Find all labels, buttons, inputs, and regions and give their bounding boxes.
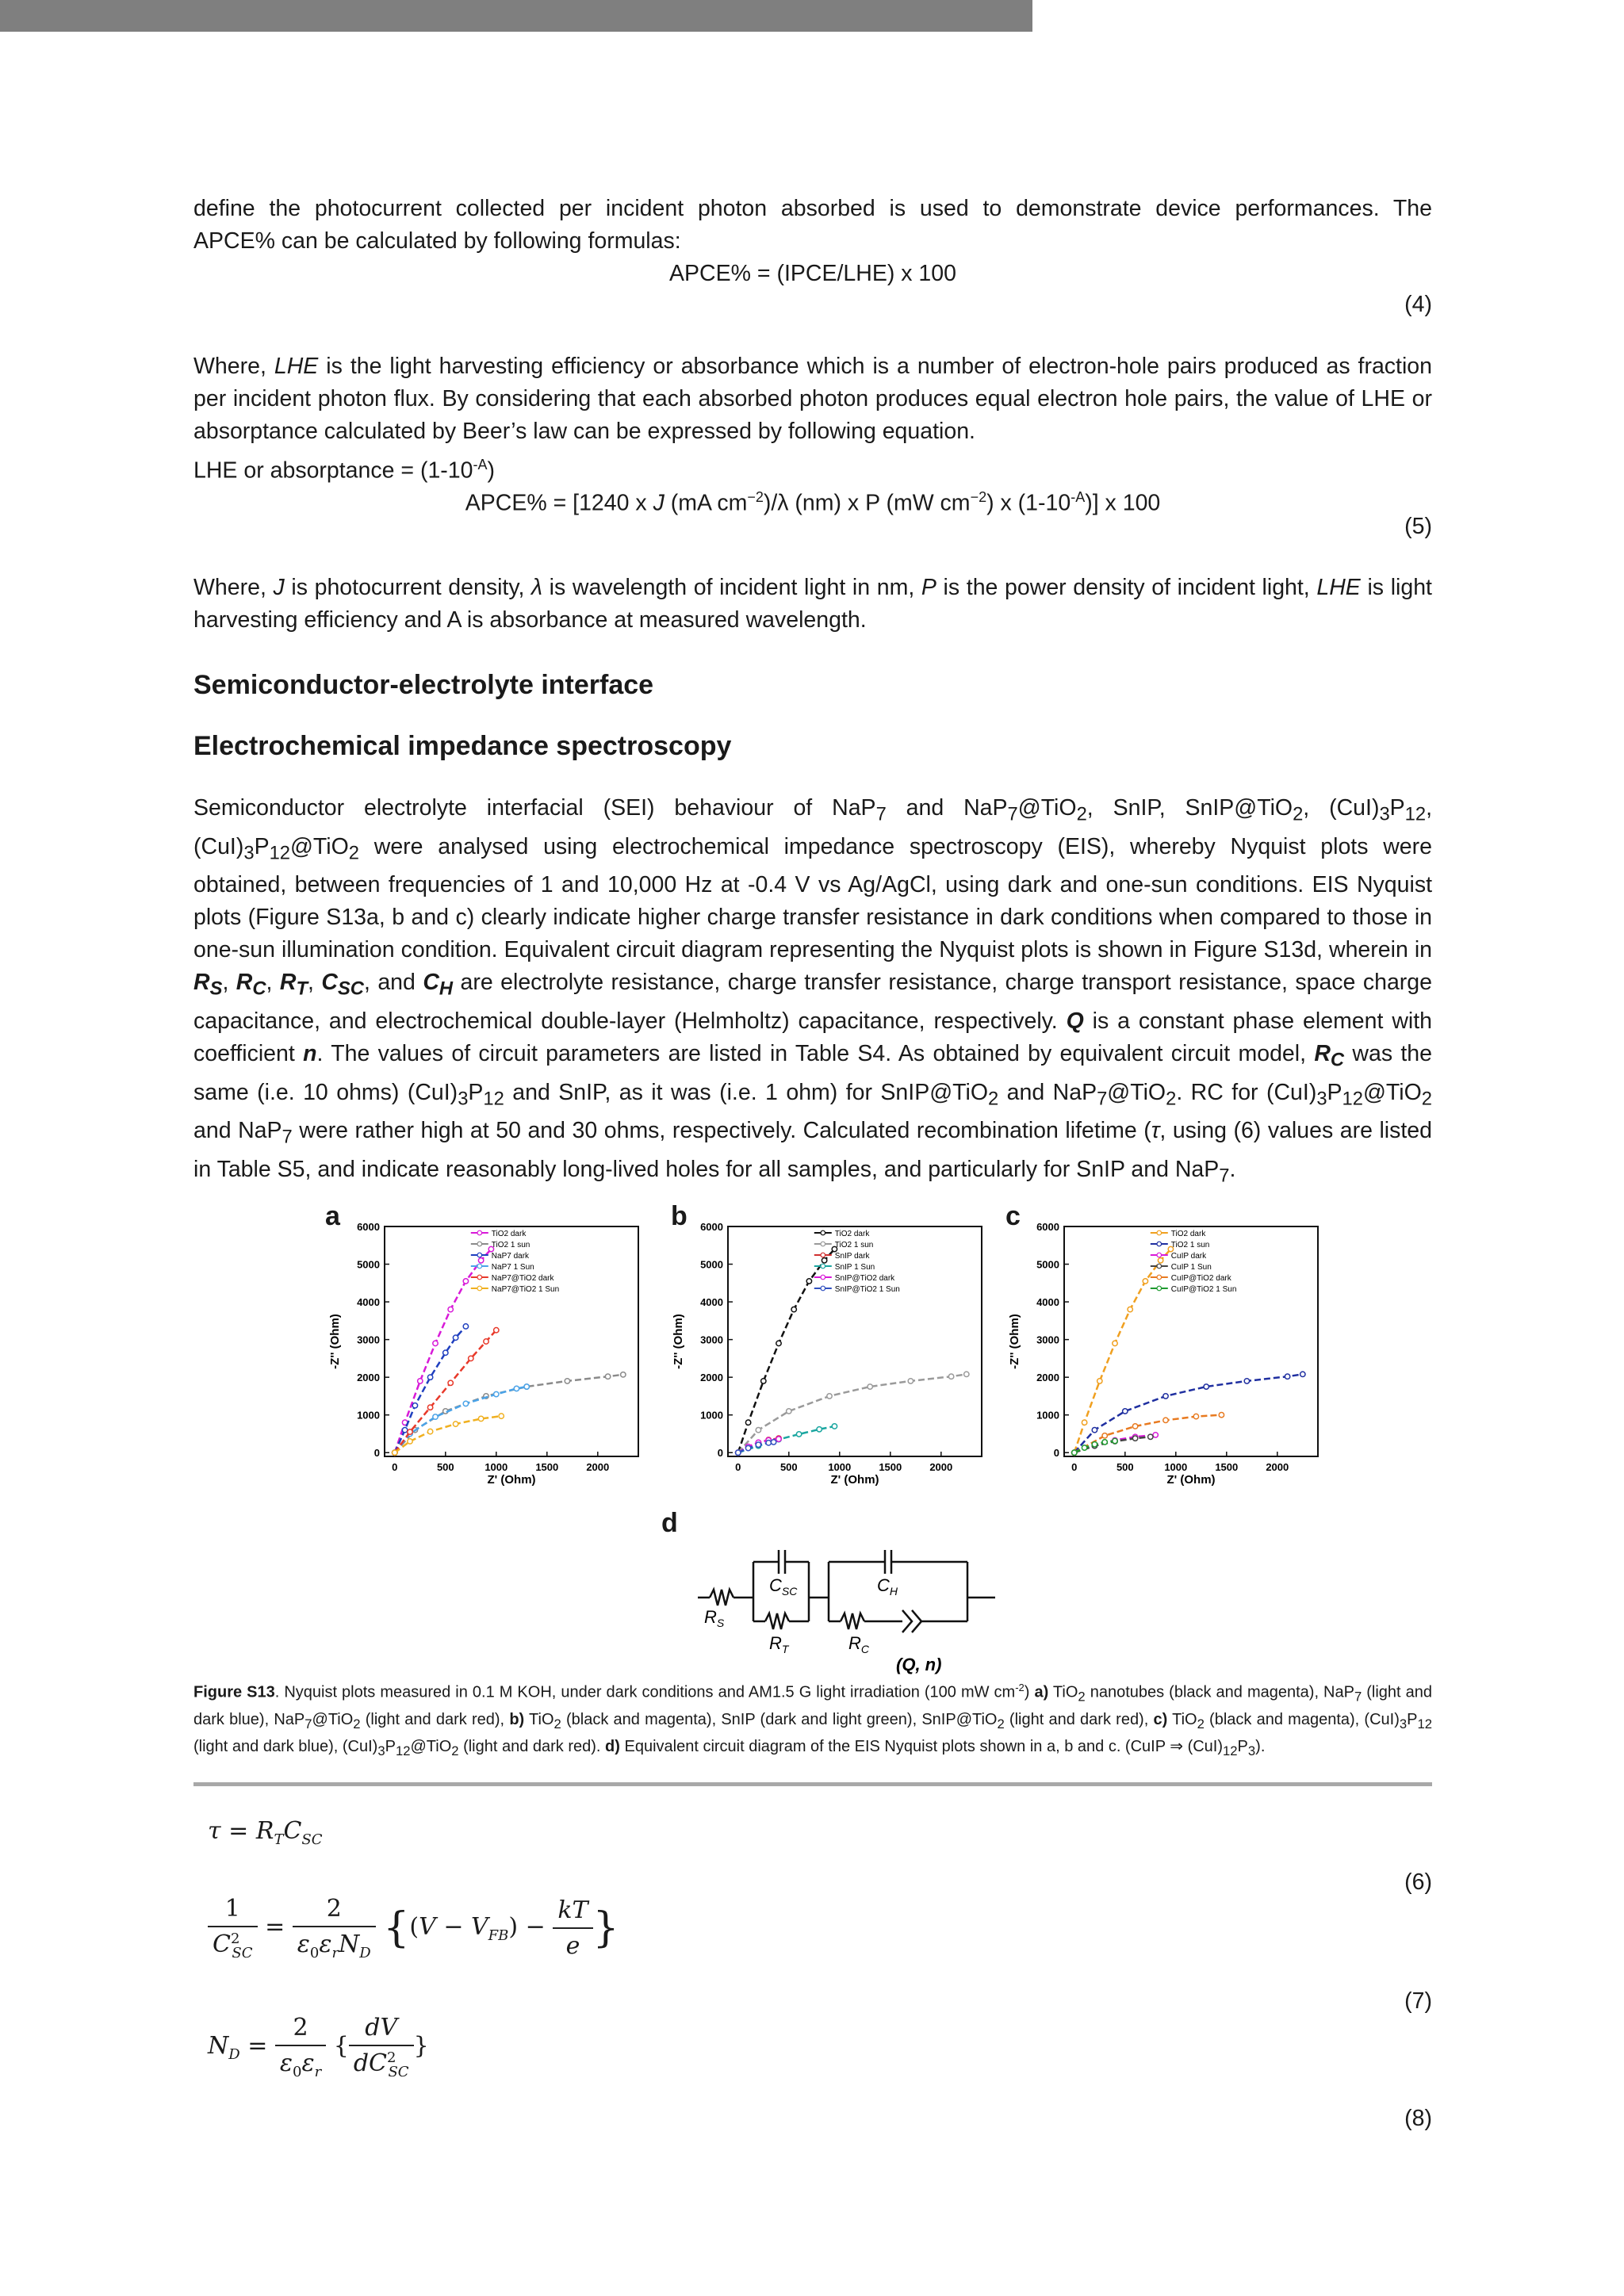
data-point [1193,1414,1198,1418]
legend-marker [1157,1230,1162,1235]
equation-6-number: (6) [1404,1869,1432,1895]
equivalent-circuit-diagram [690,1534,999,1677]
series-line [1074,1374,1303,1452]
data-point [1072,1450,1077,1455]
data-point [621,1372,626,1377]
legend-marker [821,1230,825,1235]
data-point [443,1350,448,1355]
legend-entry: TiO2 dark [491,1230,527,1238]
x-tick-label: 1000 [1164,1461,1188,1473]
data-point [1102,1433,1107,1438]
legend-entry: CuIP@TiO2 dark [1170,1274,1231,1283]
y-tick-label: 1000 [1036,1409,1059,1422]
data-point [469,1356,473,1360]
x-axis-label: Z' (Ohm) [1166,1473,1216,1487]
y-tick-label: 0 [373,1447,380,1460]
legend-entry: NaP7@TiO2 1 Sun [491,1285,560,1294]
equation-5: APCE% = [1240 x J (mA $cm^{-2})/\lambda$ (nm) x P (mW $cm^{-2}$) x $(1-10^{-A})$] x 100 [465,489,1161,516]
data-point [817,1427,822,1432]
y-tick-label: 6000 [700,1221,723,1233]
data-point [761,1379,766,1383]
data-point [393,1450,397,1455]
data-point [1113,1438,1117,1443]
paragraph-variables: Where, J is photocurrent density, λ is wavelength of incident light in nm, P is the power density of incident light, LHE is light harvesting efficiency and A is absorbance at measured wavelength. [193,575,1432,633]
legend-entry: CuIP 1 Sun [1170,1263,1212,1272]
y-tick-label: 4000 [1036,1296,1059,1309]
data-point [1143,1279,1147,1284]
legend-entry: TiO2 1 sun [491,1241,530,1249]
data-point [427,1405,432,1410]
data-point [484,1339,488,1344]
data-point [787,1409,791,1414]
data-point [1113,1341,1117,1345]
equation-7-number: (7) [1404,1988,1432,2014]
label-rt: $R_T$ [769,1633,789,1655]
legend-entry: TiO2 dark [1170,1230,1206,1238]
data-point [408,1429,412,1434]
x-tick-label: 500 [779,1461,798,1473]
legend-marker [821,1275,825,1280]
data-point [463,1401,468,1406]
label-qn: (Q, n) [896,1655,942,1674]
label-ch: $C_H$ [877,1575,898,1598]
legend-entry: SnIP@TiO2 dark [834,1274,895,1283]
data-point [827,1394,832,1399]
equation-8: $N_D$ = $\frac{2}{\varepsilon_0\varepsilon_r}$ { $\frac{dV}{dC^2_{SC}}$ } [208,2014,429,2080]
x-tick-label: 500 [436,1461,454,1473]
legend-marker [821,1242,825,1246]
caption-rule [193,1782,1432,1786]
data-point [463,1324,468,1329]
label-rc: $R_C$ [848,1633,870,1655]
data-point [412,1403,417,1408]
paragraph-lhe: Where, LHE is the light harvesting efficiency or absorbance which is a number of electron-hole pairs produced as fraction per incident photon flux. By considering that each absorbed photon produces equal electron hole pairs, the value of LHE or absorptance calculated by Beer’s law can be expressed by following equation. [193,354,1433,444]
data-point [1153,1433,1158,1437]
legend-marker [821,1264,825,1269]
data-point [868,1384,872,1389]
legend-entry: CuIP dark [1170,1252,1207,1261]
data-point [408,1439,412,1444]
data-point [499,1414,504,1418]
data-point [736,1450,741,1455]
data-point [453,1335,458,1340]
x-tick-label: 500 [1116,1461,1134,1473]
legend-marker [477,1275,482,1280]
y-tick-label: 6000 [1036,1221,1059,1233]
data-point [565,1379,569,1383]
data-point [1128,1307,1132,1311]
data-point [745,1445,750,1450]
x-tick-label: 2000 [586,1461,610,1473]
data-point [1082,1445,1086,1450]
nyquist-chart-c [1001,1217,1334,1502]
equation-4: APCE% = (IPCE/LHE) x 100 [669,261,956,286]
data-point [822,1258,826,1263]
data-point [427,1429,432,1433]
data-point [427,1375,432,1380]
data-point [433,1414,438,1419]
equation-5-number: (5) [1404,514,1432,539]
data-point [478,1258,483,1263]
legend-entry: SnIP 1 Sun [834,1263,875,1272]
data-point [948,1374,953,1379]
x-tick-label: 1500 [1215,1461,1239,1473]
panel-label-d: d [661,1508,678,1538]
panel-label-b: b [671,1201,688,1231]
data-point [1097,1379,1102,1383]
nyquist-chart-a [321,1217,654,1502]
legend-marker [1157,1264,1162,1269]
lhe-definition: LHE or absorptance = $(1-10^{-A})$ [193,457,495,484]
data-point [433,1341,438,1345]
x-tick-label: 1000 [485,1461,508,1473]
legend-marker [477,1242,482,1246]
series-line [738,1249,835,1453]
y-axis-label: -Z'' (Ohm) [672,1314,685,1369]
panel-label-a: a [325,1201,340,1231]
y-tick-label: 5000 [357,1258,380,1271]
data-point [453,1422,458,1426]
legend-entry: SnIP dark [834,1252,870,1261]
legend-marker [1157,1286,1162,1291]
data-point [908,1379,913,1383]
data-point [605,1374,610,1379]
data-point [1102,1440,1107,1445]
data-point [791,1307,796,1311]
x-tick-label: 1500 [879,1461,902,1473]
data-point [448,1380,453,1385]
legend-entry: TiO2 1 sun [1170,1241,1210,1249]
legend-marker [821,1286,825,1291]
plot-frame [728,1226,982,1456]
data-point [418,1379,423,1383]
x-tick-label: 2000 [1266,1461,1289,1473]
y-tick-label: 3000 [357,1334,380,1346]
header-bar [0,0,1032,32]
heading-sei: Semiconductor-electrolyte interface [193,670,654,700]
series-line [395,1375,623,1452]
label-rs: $R_S$ [704,1607,725,1629]
data-point [1132,1436,1137,1441]
data-point [756,1428,760,1433]
data-point [448,1307,453,1311]
y-axis-label: -Z'' (Ohm) [328,1314,342,1369]
legend-marker [477,1264,482,1269]
data-point [1204,1384,1208,1389]
y-tick-label: 0 [717,1447,723,1460]
data-point [514,1386,519,1391]
y-tick-label: 2000 [700,1372,723,1384]
y-tick-label: 3000 [1036,1334,1059,1346]
legend-entry: SnIP@TiO2 1 Sun [834,1285,900,1294]
label-csc: $C_{SC}$ [769,1575,798,1598]
legend-marker [821,1253,825,1257]
data-point [1244,1379,1249,1383]
data-point [776,1341,781,1345]
data-point [463,1279,468,1284]
y-tick-label: 1000 [357,1409,380,1422]
data-point [796,1432,801,1437]
data-point [832,1424,837,1429]
data-point [1158,1258,1162,1263]
x-tick-label: 0 [1071,1461,1078,1473]
data-point [494,1391,499,1396]
x-tick-label: 0 [392,1461,398,1473]
legend-entry: TiO2 dark [834,1230,870,1238]
legend-entry: NaP7 dark [491,1252,530,1261]
data-point [1300,1372,1305,1376]
legend-entry: NaP7@TiO2 dark [491,1274,554,1283]
data-point [806,1279,811,1284]
data-point [494,1328,499,1333]
data-point [776,1437,781,1441]
y-tick-label: 5000 [1036,1258,1059,1271]
x-axis-label: Z' (Ohm) [830,1473,879,1487]
panel-label-c: c [1005,1201,1021,1231]
figure-caption: Figure S13. Nyquist plots measured in 0.1 M KOH, under dark conditions and AM1.5 G light irradiation (100 mW $cm^{-2}$) a) TiO$_2$ nanotubes (black and magenta), NaP$_7$ (light and dark blue), NaP$_7$@TiO$_2$ (light and dark red), b) TiO$_2$ (black and magenta), SnIP (dark and light green), SnIP@TiO$_2$ (light and dark red), c) TiO$_2$ (black and magenta), $(CuI)_3P_{12}$ (light and dark blue), $(CuI)_3P_{12}@TiO_2$ (light and dark red). d) Equivalent circuit diagram of the EIS Nyquist plots shown in a, b and c. (CuIP ⇒ $(CuI)_{12}P_3$). [193,1682,1433,1758]
legend-marker [1157,1275,1162,1280]
legend-marker [477,1286,482,1291]
paragraph-eis: Semiconductor electrolyte interfacial (SEI) behaviour of NaP$_7$ and NaP$_7$@TiO$_2$, SnIP, SnIP@TiO$_2$, $(CuI)_3P_{12}$, $(CuI)_3P_{12}@TiO_2$ were analysed using electrochemical impedance spectroscopy (EIS), whereby Nyquist plots were obtained, between frequencies of 1 and 10,000 Hz at -0.4 V vs Ag/AgCl, using dark and one-sun conditions. EIS Nyquist plots (Figure S13a, b and c) clearly indicate higher charge transfer resistance in dark conditions when compared to those in one-sun illumination condition. Equivalent circuit diagram representing the Nyquist plots is shown in Figure S13d, wherein in $R_S$, $R_C$, $R_T$, $C_{SC}$, and $C_H$ are electrolyte resistance, charge transfer resistance, charge transport resistance, space charge capacitance, and electrochemical double-layer (Helmholtz) capacitance, respectively. Q is a constant phase element with coefficient n. The values of circuit parameters are listed in Table S4. As obtained by equivalent circuit model, $R_C$ was the same (i.e. 10 ohms) $(CuI)_3P_{12}$ and SnIP, as it was (i.e. 1 ohm) for SnIP@TiO$_2$ and NaP$_7$@TiO$_2$. RC for $(CuI)_3P_{12}@TiO_2$ and NaP$_7$ were rather high at 50 and 30 ohms, respectively. Calculated recombination lifetime (τ, using (6) values are listed in Table S5, and indicate reasonably long-lived holes for all samples, and particularly for SnIP and NaP$_7$. [193,795,1433,1187]
data-point [1092,1442,1097,1447]
nyquist-chart-b [665,1217,998,1502]
data-point [524,1384,529,1389]
data-point [1082,1420,1086,1425]
data-point [1092,1428,1097,1433]
y-tick-label: 5000 [700,1258,723,1271]
data-point [745,1420,750,1425]
data-point [766,1441,771,1445]
legend-marker [477,1230,482,1235]
data-point [1163,1418,1168,1422]
x-axis-label: Z' (Ohm) [487,1473,536,1487]
data-point [1163,1394,1168,1399]
y-tick-label: 1000 [700,1409,723,1422]
y-tick-label: 0 [1053,1447,1059,1460]
x-tick-label: 1500 [535,1461,559,1473]
heading-eis: Electrochemical impedance spectroscopy [193,731,732,761]
y-tick-label: 6000 [357,1221,380,1233]
x-tick-label: 1000 [828,1461,852,1473]
y-tick-label: 2000 [357,1372,380,1384]
data-point [756,1442,760,1447]
paragraph-apce-intro: define the photocurrent collected per incident photon absorbed is used to demonstrate device performances. The APCE% can be calculated by following formulas: [193,196,1432,254]
data-point [478,1416,483,1421]
data-point [771,1440,776,1445]
legend-marker [477,1253,482,1257]
data-point [1148,1434,1153,1439]
legend-marker [1157,1253,1162,1257]
y-tick-label: 2000 [1036,1372,1059,1384]
data-point [964,1372,969,1376]
legend-entry: CuIP@TiO2 1 Sun [1170,1285,1237,1294]
y-tick-label: 3000 [700,1334,723,1346]
data-point [1285,1374,1289,1379]
data-point [1219,1413,1224,1418]
data-point [1123,1409,1128,1414]
y-axis-label: -Z'' (Ohm) [1008,1314,1021,1369]
legend-entry: TiO2 1 sun [834,1241,874,1249]
x-tick-label: 2000 [929,1461,953,1473]
legend-entry: NaP7 1 Sun [491,1263,534,1272]
data-point [402,1428,407,1433]
equation-4-number: (4) [1404,292,1432,317]
data-point [1132,1424,1137,1429]
legend-marker [1157,1242,1162,1246]
y-tick-label: 4000 [357,1296,380,1309]
plot-frame [385,1226,638,1456]
x-tick-label: 0 [735,1461,741,1473]
equation-8-number: (8) [1404,2106,1432,2131]
y-tick-label: 4000 [700,1296,723,1309]
equation-7: $\frac{1}{C^2_{SC}}$ = $\frac{2}{\varepsilon_0\varepsilon_rN_D}$ {$(V - V_{FB})$ − $\frac{kT}{e}$ } [208,1895,619,1961]
equation-6: $\tau = R_TC_{SC}$ [208,1817,323,1848]
plot-frame [1064,1226,1318,1456]
